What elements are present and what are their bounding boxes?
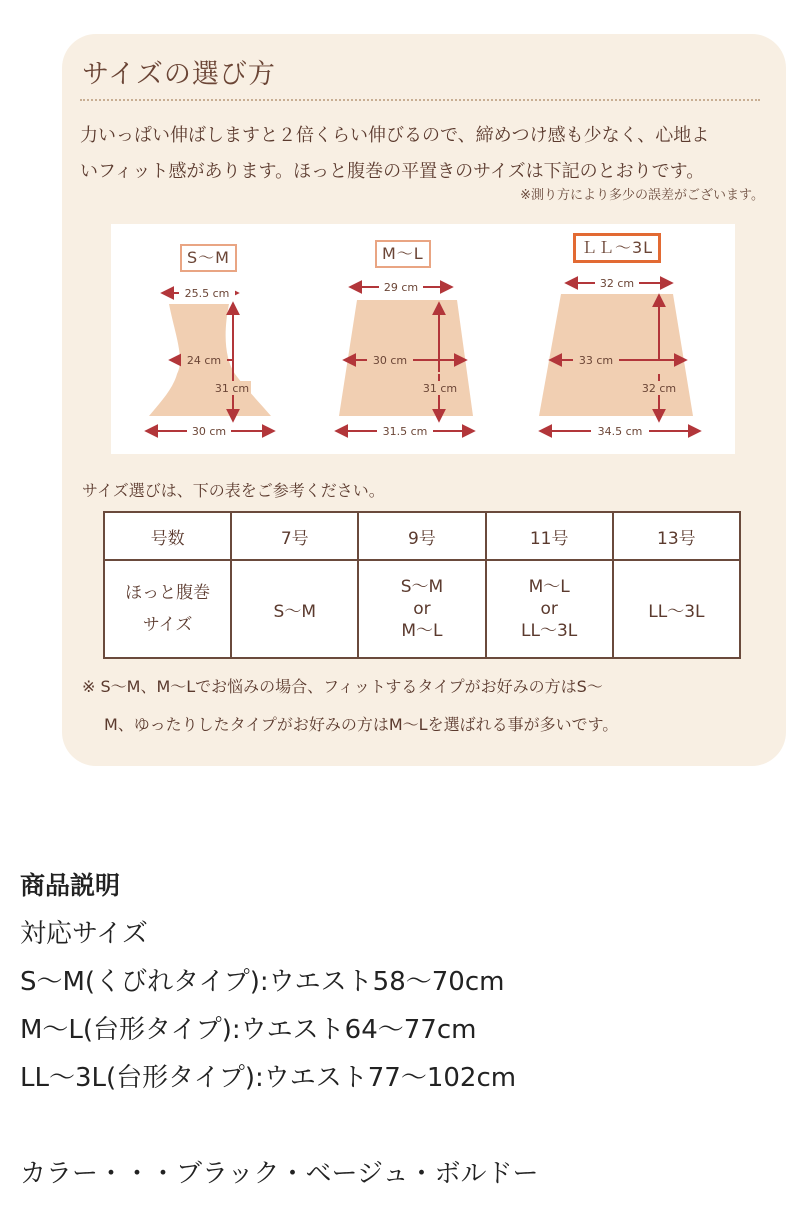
table-cell <box>231 560 358 658</box>
description-line: LL〜3L(台形タイプ):ウエスト77〜102cm <box>20 1063 517 1093</box>
cell-text: LL〜3L <box>521 621 578 641</box>
title-divider <box>80 99 760 101</box>
cell-text: LL〜3L <box>648 601 705 622</box>
ml-bottom-width: 31.5 cm <box>382 425 428 438</box>
ml-height: 31 cm <box>422 382 458 395</box>
cell-text: S〜M <box>400 577 444 597</box>
size-diagram-panel <box>111 224 735 454</box>
description-line: M〜L(台形タイプ):ウエスト64〜77cm <box>20 1015 477 1045</box>
description-line: カラー・・・ブラック・ベージュ・ボルドー <box>20 1159 539 1189</box>
table-lead: サイズ選びは、下の表をご参考ください。 <box>82 481 385 500</box>
table-header-row <box>104 512 740 560</box>
size-label-ml: M〜L <box>375 240 431 268</box>
table-cell <box>358 560 485 658</box>
header-cell: 9号 <box>358 512 485 560</box>
intro-line-2: いフィット感があります。ほっと腹巻の平置きのサイズは下記のとおりです。 <box>80 161 705 182</box>
ll3l-mid-width: 33 cm <box>578 354 614 367</box>
ll3l-top-width: 32 cm <box>599 277 635 290</box>
row-label-line: サイズ <box>142 615 193 635</box>
product-description <box>20 862 538 1198</box>
header-cell: 11号 <box>486 512 613 560</box>
size-guide-intro <box>80 118 780 190</box>
intro-line-1: 力いっぱい伸ばしますと２倍くらい伸びるので、締めつけ感も少なく、心地よ <box>80 125 710 146</box>
description-line <box>20 1102 538 1150</box>
measurement-note: ※測り方により多少の誤差がございます。 <box>520 188 764 203</box>
size-label-sm: S〜M <box>180 244 237 272</box>
cell-text: S〜M <box>273 601 317 622</box>
footnote-line-1: ※ S〜M、M〜Lでお悩みの場合、フィットするタイプがお好みの方はS〜 <box>82 677 603 696</box>
cell-text: M〜L <box>401 621 443 641</box>
header-cell: 号数 <box>104 512 231 560</box>
table-row <box>104 560 740 658</box>
description-heading: 商品説明 <box>20 871 121 900</box>
sm-height: 31 cm <box>214 382 250 395</box>
cell-text: or <box>413 599 431 619</box>
sm-mid-width: 24 cm <box>186 354 222 367</box>
cell-text: or <box>540 599 558 619</box>
description-line: 対応サイズ <box>20 919 148 949</box>
ll3l-height: 32 cm <box>641 382 677 395</box>
footnote <box>82 668 762 744</box>
sm-bottom-width: 30 cm <box>191 425 227 438</box>
size-table <box>103 511 741 659</box>
size-label-ll3l: ＬＬ〜3L <box>573 233 661 263</box>
size-guide-title: サイズの選び方 <box>82 59 276 90</box>
header-cell: 7号 <box>231 512 358 560</box>
description-line: S〜M(くびれタイプ):ウエスト58〜70cm <box>20 967 505 997</box>
footnote-line-2: M、ゆったりしたタイプがお好みの方はM〜Lを選ばれる事が多いです。 <box>104 715 619 734</box>
table-cell <box>613 560 740 658</box>
header-cell: 13号 <box>613 512 740 560</box>
ml-mid-width: 30 cm <box>372 354 408 367</box>
row-label-line: ほっと腹巻 <box>125 583 211 603</box>
ll3l-bottom-width: 34.5 cm <box>597 425 643 438</box>
sm-top-width: 25.5 cm <box>184 287 230 300</box>
ml-top-width: 29 cm <box>383 281 419 294</box>
cell-text: M〜L <box>528 577 570 597</box>
table-cell <box>486 560 613 658</box>
row-label-cell <box>104 560 231 658</box>
